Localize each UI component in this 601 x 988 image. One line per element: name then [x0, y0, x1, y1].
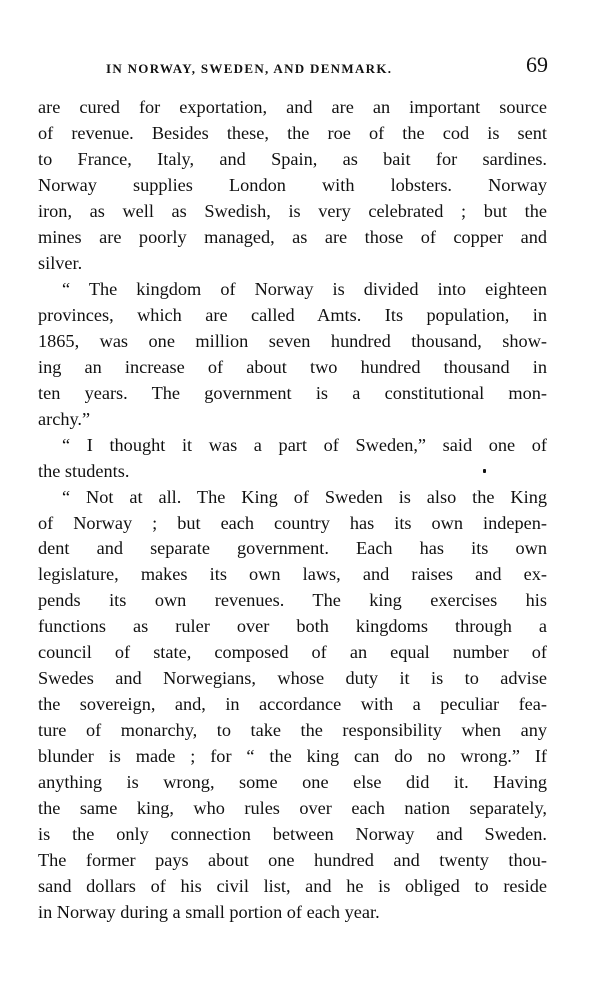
text-line: 1865, was one million seven hundred thousand, show-: [38, 330, 547, 351]
text-line: functions as ruler over both kingdoms through a: [38, 616, 547, 637]
text-line: archy.”: [38, 408, 91, 429]
text-line: The former pays about one hundred and twenty thou-: [38, 850, 547, 871]
text-line: legislature, makes its own laws, and raises and ex-: [38, 564, 547, 585]
text-line: ten years. The government is a constitutional mon-: [38, 382, 547, 403]
text-line: of Norway ; but each country has its own indepen-: [38, 512, 547, 533]
text-line: anything is wrong, some one else did it. Having: [38, 772, 547, 793]
text-line: pends its own revenues. The king exercises his: [38, 590, 547, 611]
text-line: the sovereign, and, in accordance with a peculiar fea-: [38, 694, 547, 715]
text-line: of revenue. Besides these, the roe of the cod is sent: [38, 122, 547, 143]
text-line: iron, as well as Swedish, is very celebrated ; but the: [38, 200, 547, 221]
text-line: “ The kingdom of Norway is divided into eighteen: [62, 278, 547, 299]
ink-speck: [483, 469, 486, 473]
text-line: in Norway during a small portion of each year.: [38, 902, 380, 923]
text-line: is the only connection between Norway and Sweden.: [38, 824, 547, 845]
text-line: the same king, who rules over each nation separately,: [38, 798, 547, 819]
text-line: blunder is made ; for “ the king can do no wrong.” If: [38, 746, 547, 767]
text-line: to France, Italy, and Spain, as bait for sardines.: [38, 148, 547, 169]
text-line: dent and separate government. Each has its own: [38, 538, 547, 559]
body-text: [38, 95, 547, 926]
text-line: ture of monarchy, to take the responsibility when any: [38, 720, 547, 741]
page-number: 69: [526, 52, 548, 77]
page-header: [36, 52, 548, 80]
text-line: are cured for exportation, and are an important source: [38, 97, 547, 117]
text-line: sand dollars of his civil list, and he is obliged to reside: [38, 876, 547, 897]
text-line: council of state, composed of an equal number of: [38, 642, 547, 663]
text-line: silver.: [38, 252, 83, 273]
text-line: the students.: [38, 460, 130, 481]
text-line: “ Not at all. The King of Sweden is also the King: [62, 486, 547, 507]
text-line: Swedes and Norwegians, whose duty it is to advise: [38, 668, 547, 689]
text-line: “ I thought it was a part of Sweden,” said one of: [62, 434, 547, 455]
text-line: Norway supplies London with lobsters. Norway: [38, 174, 547, 195]
text-line: provinces, which are called Amts. Its population, in: [38, 304, 547, 325]
running-head: IN NORWAY, SWEDEN, AND DENMARK.: [106, 61, 393, 76]
text-line: ing an increase of about two hundred thousand in: [38, 356, 547, 377]
text-line: mines are poorly managed, as are those of copper and: [38, 226, 547, 247]
